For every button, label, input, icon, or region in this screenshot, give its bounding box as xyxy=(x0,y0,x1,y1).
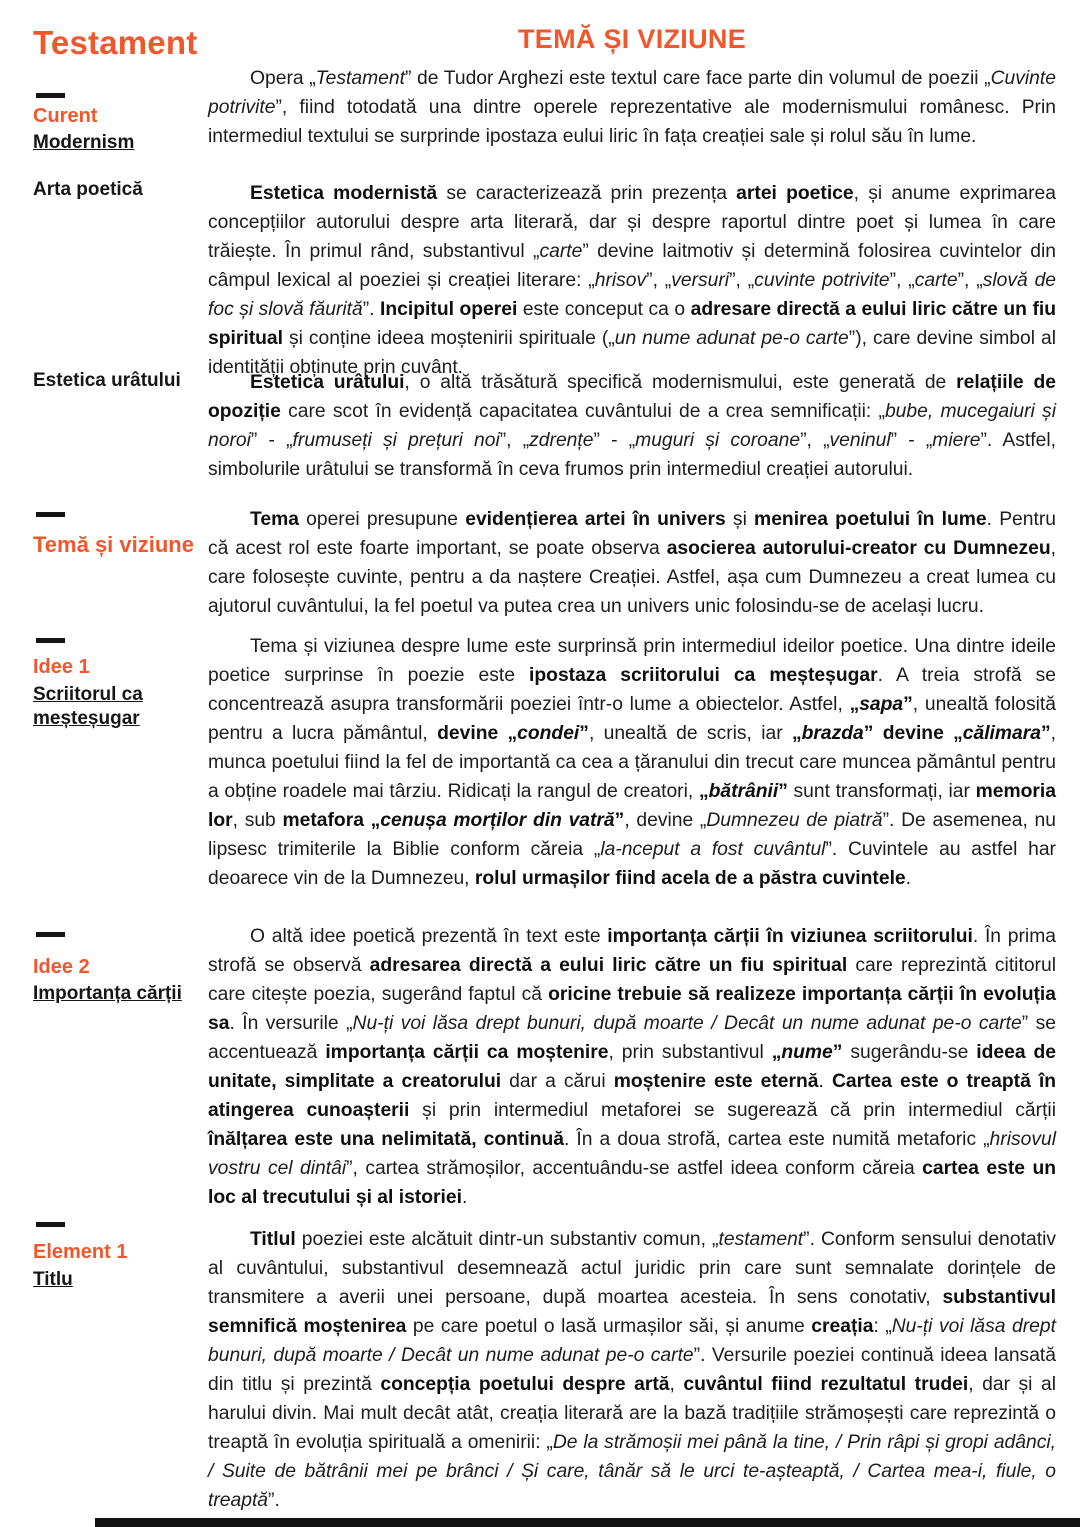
document-title: Testament xyxy=(33,24,198,61)
sidebar-label-idee-2: Idee 2 xyxy=(33,956,90,978)
sidebar-value-element-1: Titlu xyxy=(33,1269,73,1290)
sidebar-value-idee-2: Importanța cărții xyxy=(33,983,182,1004)
paragraph-estetica-uratului: Estetica urâtului, o altă trăsătură specifică modernismului, este generată de relațiile de opoziție care scot în evidență capacitatea cuvântului de a crea semnificații: „bube, mucegaiuri și noroi” - „frumuseți și prețuri noi”, „zdrențe” - „muguri și coroane”, „veninul” - „miere”. Astfel, simbolurile urâtului se transformă în ceva frumos prin intermediul creației autorului. xyxy=(208,372,1056,480)
sidebar-label-element-1: Element 1 xyxy=(33,1241,128,1263)
paragraph-idee-1: Tema și viziunea despre lume este surprinsă prin intermediul ideilor poetice. Una dintre ideile poetice surprinse în poezie este ipostaza scriitorului ca meșteșugar. A treia strofă se concentrează asupra transformării poeziei într-o lume a obiectelor. Astfel, „sapa”, unealtă folosită pentru a lucra pământul, devine „condei”, unealtă de scris, iar „brazda” devine „călimara”, munca poetului fiind la fel de importantă ca cea a țăranului din trecut care muncea pământul pentru a obține roadele mai târziu. Ridicați la rangul de creatori, „bătrânii” sunt transformați, iar memoria lor, sub metafora „cenușa morților din vatră”, devine „Dumnezeu de piatră”. De asemenea, nu lipsesc trimiterile la Biblie conform căreia „la-nceput a fost cuvântul”. Cuvintele au astfel har deoarece vin de la Dumnezeu, rolul urmașilor fiind acela de a păstra cuvintele. xyxy=(208,636,1057,889)
next-section-divider xyxy=(95,1518,1080,1527)
paragraph-idee-2: O altă idee poetică prezentă în text este importanța cărții în viziunea scriitorului. În prima strofă se observă adresarea directă a eului liric către un fiu spiritual care reprezintă cititorul care citește poezia, sugerând faptul că oricine trebuie să realizeze importanța cărții în evoluția sa. În versurile „Nu-ți voi lăsa drept bunuri, după moarte / Decât un nume adunat pe-o carte” se accentuează importanța cărții ca moștenire, prin substantivul „nume” sugerându-se ideea de unitate, simplitate a creatorului dar a cărui moștenire este eternă. Cartea este o treaptă în atingerea cunoașterii și prin intermediul metaforei se sugerează că prin intermediul cărții înălțarea este una nelimitată, continuă. În a doua strofă, cartea este numită metaforic „hrisovul vostru cel dintâi”, cartea strămoșilor, accentuându-se astfel ideea conform căreia cartea este un loc al trecutului și al istoriei. xyxy=(208,926,1057,1208)
paragraph-element-1: Titlul poeziei este alcătuit dintr-un substantiv comun, „testament”. Conform sensului denotativ al cuvântului, substantivul desemnează actul juridic prin care sunt semnalate dorințele de transmitere a averii unei persoane, după moartea acesteia. În sens conotativ, substantivul semnifică moștenirea pe care poetul o lasă urmașilor săi, și anume creația: „Nu-ți voi lăsa drept bunuri, după moarte / Decât un nume adunat pe-o carte”. Versurile poeziei continuă ideea lansată din titlu și prezintă concepția poetului despre artă, cuvântul fiind rezultatul trudei, dar și al harului divin. Mai mult decât atât, creația literară are la bază tradițiile strămoșești care reprezintă o treaptă în evoluția spirituală a omenirii: „De la strămoșii mei până la tine, / Prin râpi și gropi adânci, / Suite de bătrânii mei pe brânci / Și care, tânăr să le urci te-așteaptă, / Cartea mea-i, fiule, o treaptă”. xyxy=(208,1229,1056,1511)
sidebar-value-modernism: Modernism xyxy=(33,132,135,153)
page-title: TEMĂ ȘI VIZIUNE xyxy=(517,24,746,54)
sidebar-label-arta-poetica: Arta poetică xyxy=(33,179,143,200)
section-dash xyxy=(36,93,65,98)
section-dash xyxy=(36,638,65,643)
paragraph-intro: Opera „Testament” de Tudor Arghezi este textul care face parte din volumul de poezii „Cuvinte potrivite”, fiind totodată una dintre operele reprezentative ale modernismului românesc. Prin intermediul textului se surprinde ipostaza eului liric în fața creației sale și rolul său în lume. xyxy=(208,68,1056,147)
sidebar-label-estetica-uratului: Estetica urâtului xyxy=(33,370,181,391)
section-dash xyxy=(36,932,65,937)
sidebar-label-tema-si-viziune: Temă și viziune xyxy=(33,532,194,557)
section-dash xyxy=(36,1222,65,1227)
sidebar-label-curent: Curent xyxy=(33,105,98,127)
sidebar-value-idee-1: Scriitorul ca meșteșugar xyxy=(33,684,143,729)
sidebar-label-idee-1: Idee 1 xyxy=(33,656,90,678)
section-dash xyxy=(36,512,65,517)
paragraph-tema: Tema operei presupune evidențierea artei în univers și menirea poetului în lume. Pentru că acest rol este foarte important, se poate observa asocierea autorului-creator cu Dumnezeu, care folosește cuvinte, pentru a da naștere Creației. Astfel, așa cum Dumnezeu a creat lumea cu ajutorul cuvântului, la fel poetul va putea crea un univers unic folosindu-se de același lucru. xyxy=(208,509,1057,617)
paragraph-estetica-modernista: Estetica modernistă se caracterizează prin prezența artei poetice, și anume exprimarea concepțiilor autorului despre arta literară, dar și despre raportul dintre poet și lumea în care trăiește. În primul rând, substantivul „carte” devine laitmotiv și determină folosirea cuvintelor din câmpul lexical al poeziei și creației literare: „hrisov”, „versuri”, „cuvinte potrivite”, „carte”, „slovă de foc și slovă făurită”. Incipitul operei este conceput ca o adresare directă a eului liric către un fiu spiritual și conține ideea moștenirii spirituale („un nume adunat pe-o carte”), care devine simbol al identității obținute prin cuvânt. xyxy=(208,183,1057,378)
